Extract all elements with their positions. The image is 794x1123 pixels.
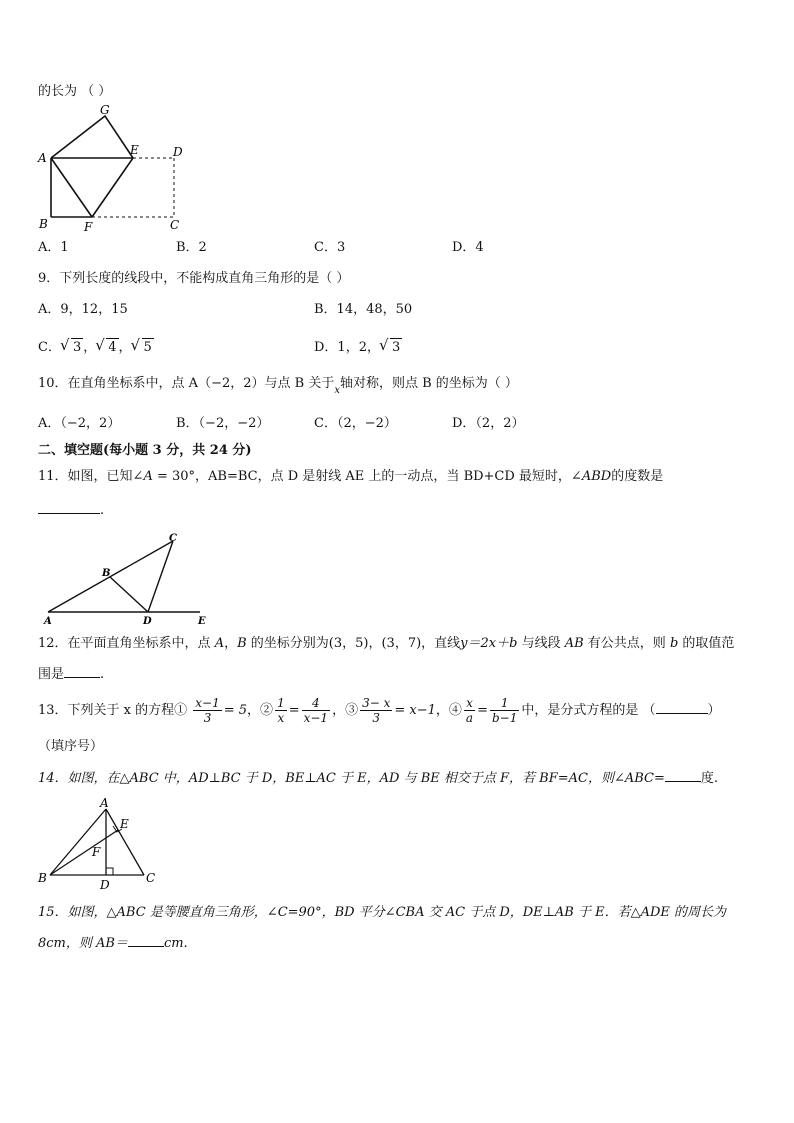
- q8-figure: [36, 104, 196, 234]
- q13-frac-3: $\frac{3- x}{3}$: [362, 696, 391, 725]
- q8-option-d: D．4: [452, 240, 484, 255]
- q9-sqrt-d: √ 3: [390, 338, 402, 357]
- q9-stem: 9．下列长度的线段中，不能构成直角三角形的是（ ）: [38, 271, 350, 286]
- q9-option-d-prefix: D．1，2，: [314, 340, 380, 355]
- q14-label-b: B: [38, 871, 47, 885]
- q13-eq3-rhs: = x−1: [394, 703, 436, 718]
- q15-answer-blank[interactable]: [128, 946, 164, 947]
- q11-angle-var: A: [143, 469, 153, 484]
- q15-line2-a: 8cm，则 AB＝: [38, 936, 128, 951]
- q12-line2-text: 围是: [38, 667, 65, 682]
- q13-c4: ，④: [435, 703, 462, 718]
- q13-note: （填序号）: [38, 739, 104, 754]
- q8-option-c: C．3: [314, 240, 346, 255]
- q14-label-f: F: [92, 845, 101, 859]
- q11-figure: [40, 530, 220, 628]
- q14-unit: 度.: [700, 771, 719, 786]
- q13-eq2: =: [288, 703, 300, 718]
- q14-label-a: A: [100, 796, 109, 810]
- q12-text-a: 12．在平面直角坐标系中，点: [38, 636, 215, 651]
- q8-label-a: A: [38, 151, 47, 165]
- q10-option-d: D．（2，2）: [452, 416, 525, 431]
- q12-text-d: 有公共点，则: [583, 636, 670, 651]
- q12-text-e: 的取值范: [678, 636, 735, 651]
- q11-end: .: [100, 503, 105, 518]
- q13-frac-2b: $\frac{4}{x-1}$: [303, 696, 329, 725]
- q15-line2-b: cm.: [163, 936, 188, 951]
- q8-label-f: F: [84, 220, 93, 234]
- q12-text-b: 的坐标分别为(3，5)，(3，7)，直线: [246, 636, 461, 651]
- q10-axis: x: [334, 385, 340, 396]
- q14-figure: [36, 797, 166, 892]
- q14-label-d: D: [100, 878, 110, 892]
- q9-option-a: A．9，12，15: [38, 302, 128, 317]
- q9-option-d: [314, 338, 402, 357]
- q11-text-a: 11．如图，已知∠: [38, 469, 144, 484]
- q15-line2: [38, 935, 188, 953]
- q9-sqrt-3: √ 5: [142, 338, 154, 357]
- q14-stem: [38, 770, 718, 788]
- q12-var-b: b: [669, 636, 679, 651]
- q12-end: .: [100, 667, 105, 682]
- q13-close: ）: [707, 703, 721, 718]
- q13-prefix: 13．下列关于 x 的方程①: [38, 703, 188, 718]
- q13-answer-blank[interactable]: [656, 713, 708, 714]
- q11-stem: [38, 468, 663, 486]
- q14-text: 14．如图，在△ABC 中，AD⊥BC 于 D，BE⊥AC 于 E，AD 与 BE 相交于点 F，若 BF=AC，则∠ABC=: [38, 771, 665, 786]
- q13-c2: ，②: [247, 703, 274, 718]
- q13-frac-2a: $\frac{1}{x}$: [277, 696, 285, 725]
- q8-label-e: E: [130, 143, 139, 157]
- q8-option-a: A．1: [38, 240, 69, 255]
- q8-label-b: B: [39, 217, 48, 231]
- q11-label-a: A: [44, 616, 52, 627]
- section-fill-in-title: 二、填空题(每小题 3 分，共 24 分): [38, 443, 252, 458]
- q13-frac-4a: $\frac{x}{a}$: [465, 696, 474, 725]
- q11-label-b: B: [102, 568, 111, 579]
- q10-option-b: B．（−2，−2）: [176, 416, 270, 431]
- q13-frac-4b: $\frac{1}{b-1}$: [491, 696, 518, 725]
- q13-eq4: =: [477, 703, 488, 718]
- q13-c3: ，③: [332, 703, 359, 718]
- q12-comma: ，: [224, 636, 238, 651]
- q13-stem: [38, 694, 721, 728]
- q11-label-c: C: [169, 533, 177, 544]
- q12-segment-ab: AB: [564, 636, 584, 651]
- q10-stem-a: 10．在直角坐标系中，点 A（−2，2）与点 B 关于: [38, 376, 335, 391]
- q8-label-g: G: [100, 103, 110, 117]
- q11-label-d: D: [143, 616, 152, 627]
- q11-abd: ABD: [581, 469, 612, 484]
- q11-answer-line: [38, 502, 104, 520]
- q14-label-e: E: [120, 817, 129, 831]
- q13-eq1-rhs: = 5: [223, 703, 248, 718]
- q9-option-c-prefix: C．: [38, 340, 61, 355]
- q12-line2: [38, 666, 104, 684]
- q12-answer-blank[interactable]: [64, 677, 100, 678]
- q10-stem-b: 轴对称，则点 B 的坐标为（ ）: [339, 376, 518, 391]
- q10-option-c: C．（2，−2）: [314, 416, 397, 431]
- q12-stem: [38, 635, 734, 653]
- q11-label-e: E: [198, 616, 206, 627]
- q13-frac-1: $\frac{x-1}{3}$: [195, 696, 220, 725]
- q9-option-c: C．√ 3 ，√ 4 ，√ 5: [38, 338, 154, 357]
- q11-text-b: = 30°，AB=BC，点 D 是射线 AE 上的一动点，当 BD+CD 最短时，∠: [152, 469, 582, 484]
- q12-point-a: A: [214, 636, 225, 651]
- q10-option-a: A．（−2，2）: [38, 416, 121, 431]
- q11-text-c: 的度数是: [611, 469, 664, 484]
- q8-label-d: D: [173, 145, 183, 159]
- q8-stem-tail: 的长为 （ ）: [38, 84, 112, 99]
- q15-line1: 15．如图，△ABC 是等腰直角三角形，∠C=90°，BD 平分∠CBA 交 AC 于点 D，DE⊥AB 于 E．若△ADE 的周长为: [38, 905, 727, 920]
- q9-sqrt-2: √ 4: [106, 338, 118, 357]
- q14-answer-blank[interactable]: [665, 781, 701, 782]
- q9-sqrt-1: √ 3: [71, 338, 83, 357]
- q10-stem: [38, 375, 518, 394]
- q8-option-b: B．2: [176, 240, 207, 255]
- q9-option-b: B．14，48，50: [314, 302, 413, 317]
- q11-answer-blank[interactable]: [38, 513, 100, 514]
- q14-label-c: C: [146, 871, 156, 885]
- q12-point-b: B: [237, 636, 247, 651]
- q8-label-c: C: [170, 218, 180, 232]
- q12-line-equation: y＝2x＋b: [460, 636, 518, 651]
- q13-suffix: 中，是分式方程的是 （: [521, 703, 656, 718]
- q12-text-c: 与线段: [517, 636, 565, 651]
